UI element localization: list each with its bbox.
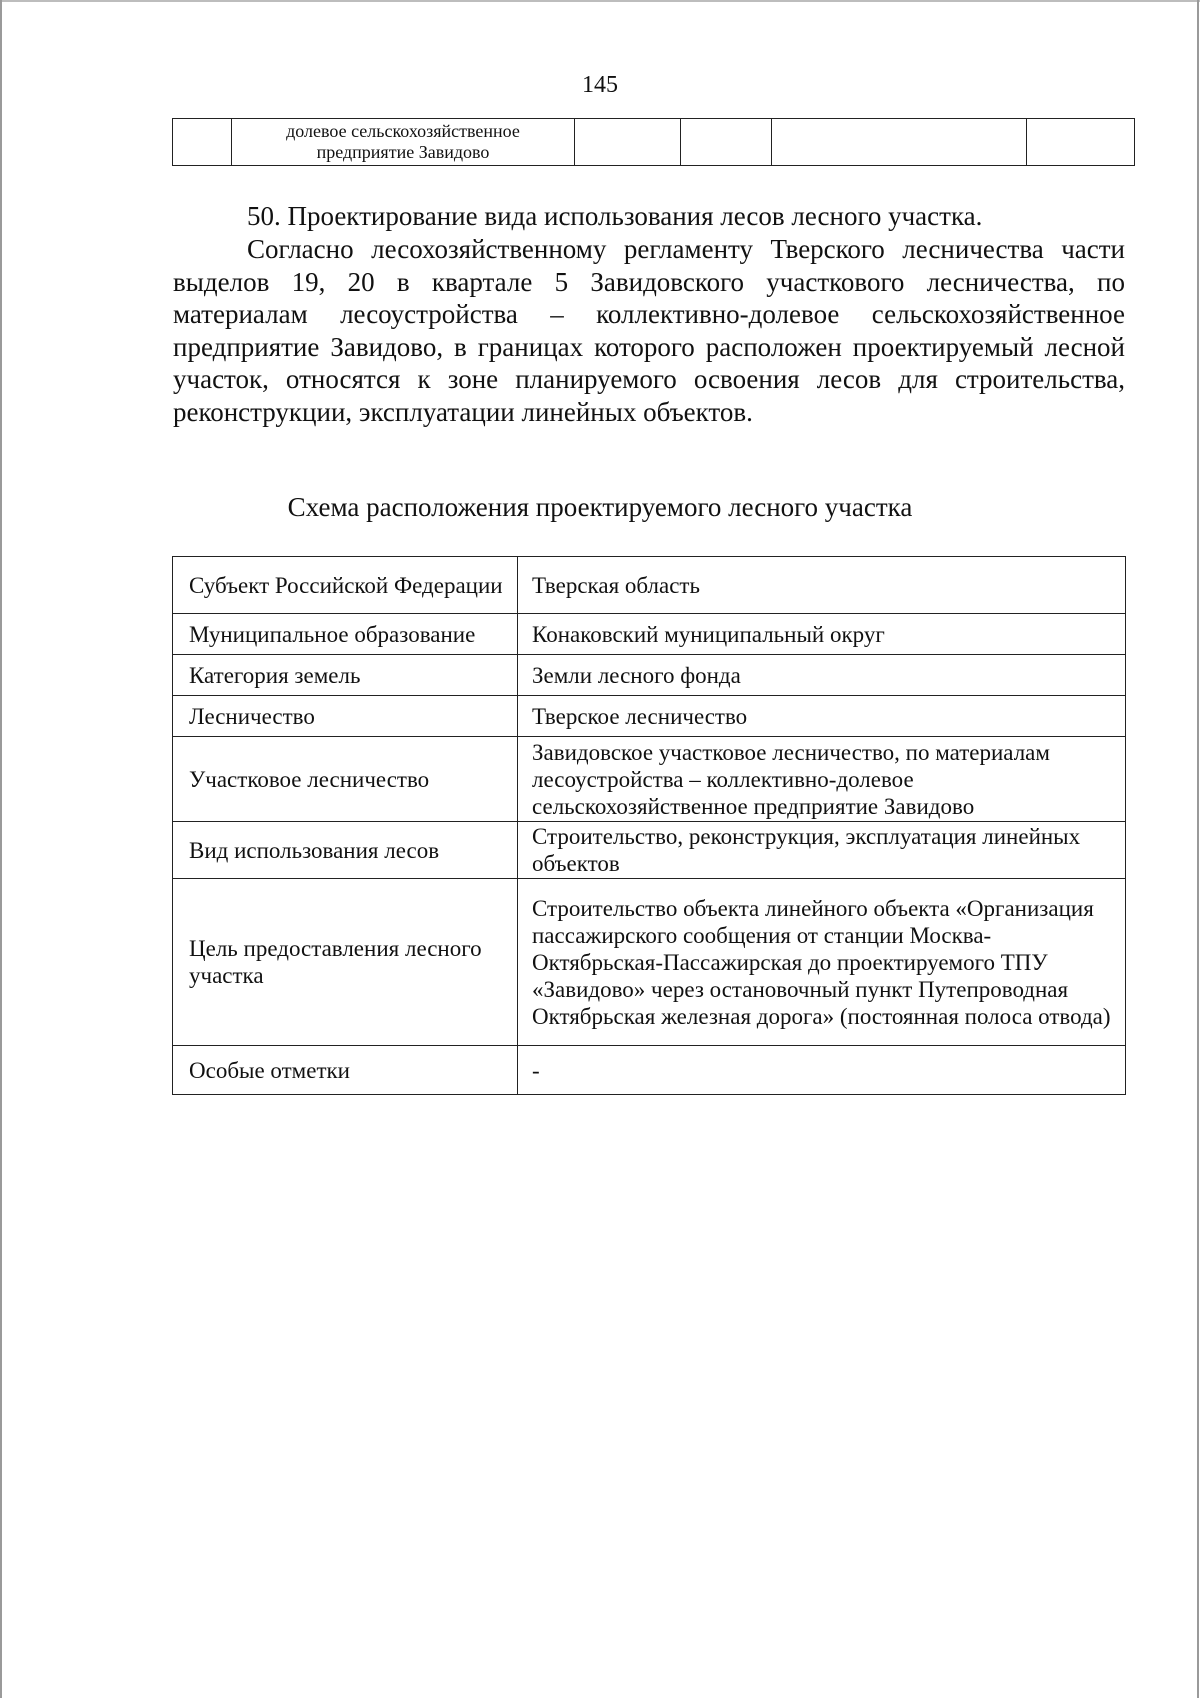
table-row <box>173 822 1126 879</box>
cell-text: долевое сельскохозяйственное предприятие Завидово <box>286 121 520 162</box>
table-cell <box>1027 119 1135 166</box>
table-cell <box>681 119 772 166</box>
table-row <box>173 557 1126 614</box>
page-number: 145 <box>582 72 618 98</box>
table-cell <box>575 119 681 166</box>
row-value: Тверское лесничество <box>518 696 1126 737</box>
table-row <box>173 737 1126 822</box>
table-row <box>173 1046 1126 1095</box>
row-key: Участковое лесничество <box>173 737 518 822</box>
row-key: Муниципальное образование <box>173 614 518 655</box>
row-value: Земли лесного фонда <box>518 655 1126 696</box>
row-key: Цель предоставления лесного участка <box>173 879 518 1046</box>
page-border-right <box>1197 0 1199 1698</box>
row-value: Завидовское участковое лесничество, по материалам лесоустройства – коллективно-долевое сельскохозяйственное предприятие Завидово <box>518 737 1126 822</box>
row-value: Строительство объекта линейного объекта «Организация пассажирского сообщения от станции Москва-Октябрьская-Пассажирская до проектируемого ТПУ «Завидово» через остановочный пункт Путепроводная Октябрьская железная дорога» (постоянная полоса отвода) <box>518 879 1126 1046</box>
schema-table <box>172 556 1126 1095</box>
table-row <box>173 696 1126 737</box>
table-cell <box>232 119 575 166</box>
page-border-top <box>0 0 1200 2</box>
section-paragraph: Согласно лесохозяйственному регламенту Тверского лесничества части выделов 19, 20 в квартале 5 Завидовского участкового лесничества, по материалам лесоустройства – коллективно-долевое сельскохозяйственное предприятие Завидово, в границах которого расположен проектируемый лесной участок, относятся к зоне планируемого освоения лесов для строительства, реконструкции, эксплуатации линейных объектов. <box>173 234 1125 427</box>
row-key: Особые отметки <box>173 1046 518 1095</box>
page-border-left <box>0 0 2 1698</box>
table-row <box>173 879 1126 1046</box>
table-cell <box>772 119 1027 166</box>
row-value: Тверская область <box>518 557 1126 614</box>
table-row <box>173 119 1135 166</box>
table-row <box>173 655 1126 696</box>
continuation-table <box>172 118 1135 166</box>
row-key: Лесничество <box>173 696 518 737</box>
row-value: Конаковский муниципальный округ <box>518 614 1126 655</box>
table-row <box>173 614 1126 655</box>
row-value: Строительство, реконструкция, эксплуатация линейных объектов <box>518 822 1126 879</box>
row-key: Категория земель <box>173 655 518 696</box>
row-value: - <box>518 1046 1126 1095</box>
section-heading: 50. Проектирование вида использования лесов лесного участка. <box>247 201 983 231</box>
table-cell <box>173 119 232 166</box>
row-key: Субъект Российской Федерации <box>173 557 518 614</box>
row-key: Вид использования лесов <box>173 822 518 879</box>
schema-title: Схема расположения проектируемого лесного участка <box>287 492 913 522</box>
